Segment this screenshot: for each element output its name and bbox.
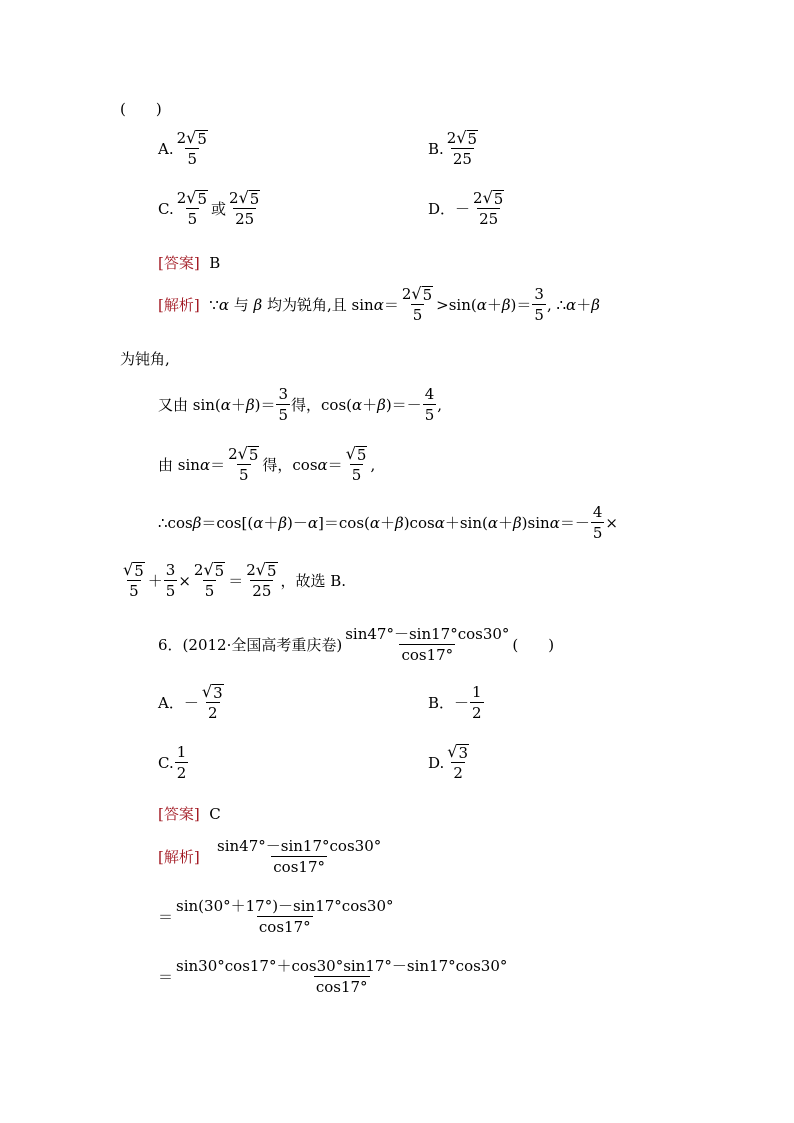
option-6-b: B． － $\frac{1}{2}$ xyxy=(428,683,482,722)
analysis-6-line-3: ＝ $\frac{\sin 30^\circ\cos 17^\circ+\cos 30^\circ\sin 17^\circ-\sin 17^\circ\cos 30^\circ}{\cos 17^\circ}$ xyxy=(158,957,508,996)
question-6: 6．(2012·全国高考重庆卷) $\frac{\sin 47^\circ-\sin 17^\circ\cos 30^\circ}{\cos 17^\circ}$ ( ) xyxy=(158,625,555,664)
option-b: B. 2 √ 5 25 xyxy=(428,128,478,168)
analysis-5-line-6: √ 5 5 ＋ $\frac{3}{5}$ × 2 √ 5 5 ＝ 2 √ 5 25 ，故选 B. xyxy=(123,560,347,600)
option-a: A. 2 √ 5 5 xyxy=(158,128,207,168)
analysis-6-line-2: ＝ $\frac{\sin(30^\circ+17^\circ)-\sin 17^\circ\cos 30^\circ}{\cos 17^\circ}$ xyxy=(158,897,394,936)
analysis-5-line-4: 由 sin α ＝ 2 √ 5 5 得，cos α ＝ √ 5 5 , xyxy=(158,444,376,484)
answer-parentheses: ( ) xyxy=(120,100,162,118)
analysis-6-line-1: [解析] $\frac{\sin 47^\circ-\sin 17^\circ\cos 30^\circ}{\cos 17^\circ}$ xyxy=(158,837,382,876)
option-d: D． － 2 √ 5 25 xyxy=(428,188,504,228)
analysis-5-line-3: 又由 sin( α ＋ β )＝ $\frac{3}{5}$ 得，cos( α ＋ β )＝－ $\frac{4}{5}$ , xyxy=(158,385,443,424)
answer-6: [答案] C xyxy=(158,804,221,823)
option-6-a: A． － √ 3 2 xyxy=(158,682,223,722)
analysis-5-line-1: [解析] ∵ α 与 β 均为锐角,且 sin α ＝ 2 √ 5 5 >sin( α ＋ β )＝ $\frac{3}{5}$ , ∴ α ＋ β xyxy=(158,284,600,324)
option-6-c: C. $\frac{1}{2}$ xyxy=(158,743,187,782)
answer-5: [答案] B xyxy=(158,253,221,272)
analysis-5-line-5: ∴cos β ＝cos[( α ＋ β )－ α ]＝cos( α ＋ β )cos α ＋sin( α ＋ β )sin α ＝－ $\frac{4}{5}$ × xyxy=(158,503,618,542)
option-6-d: D. √ 3 2 xyxy=(428,742,469,782)
option-c: C. 2 √ 5 5 或 2 √ 5 25 xyxy=(158,188,260,228)
analysis-5-line-2: 为钝角, xyxy=(120,350,170,368)
